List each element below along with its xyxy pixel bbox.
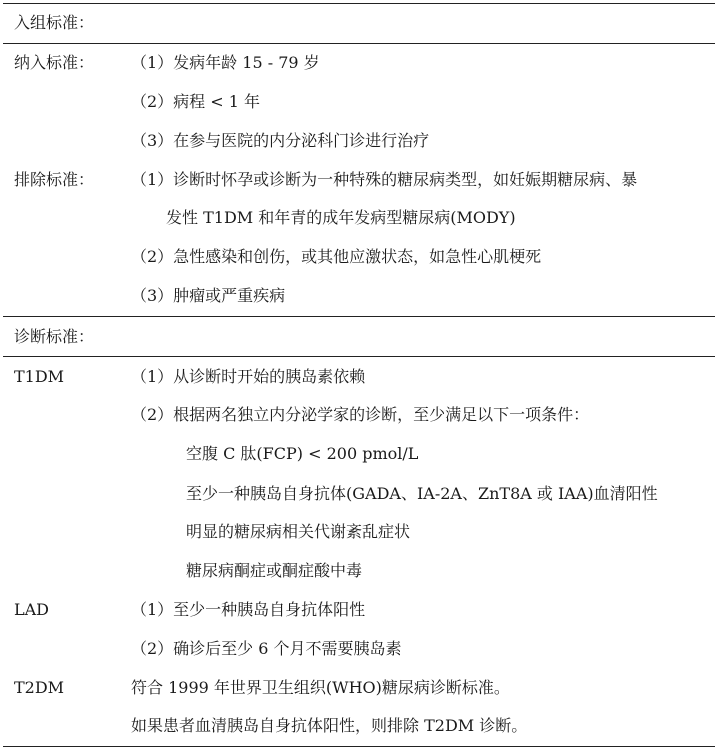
enroll-criteria-label: 纳入标准： xyxy=(14,53,95,72)
table-top-rule xyxy=(3,3,715,4)
enroll-item-age: （1）发病年龄 15 - 79 岁 xyxy=(131,53,320,72)
section-divider xyxy=(3,356,715,357)
table-bottom-rule xyxy=(3,746,715,747)
exclude-item-infection: （2）急性感染和创伤，或其他应激状态，如急性心肌梗死 xyxy=(131,247,542,266)
t1dm-condition-fcp: 空腹 C 肽(FCP) < 200 pmol/L xyxy=(186,444,419,463)
t1dm-condition-symptoms: 明显的糖尿病相关代谢紊乱症状 xyxy=(186,522,411,541)
t1dm-item-experts: （2）根据两名独立内分泌学家的诊断，至少满足以下一项条件： xyxy=(131,405,590,424)
t1dm-label: T1DM xyxy=(14,367,65,386)
t1dm-condition-ketosis: 糖尿病酮症或酮症酸中毒 xyxy=(186,561,363,580)
enroll-item-duration: （2）病程 < 1 年 xyxy=(131,92,261,111)
t1dm-condition-antibody: 至少一种胰岛自身抗体(GADA、IA-2A、ZnT8A 或 IAA)血清阳性 xyxy=(186,484,658,503)
exclude-item-tumor: （3）肿瘤或严重疾病 xyxy=(131,286,286,305)
t2dm-who-criteria: 符合 1999 年世界卫生组织(WHO)糖尿病诊断标准。 xyxy=(131,678,510,697)
diagnosis-section-title: 诊断标准： xyxy=(14,327,95,346)
t2dm-exclusion-note: 如果患者血清胰岛自身抗体阳性，则排除 T2DM 诊断。 xyxy=(131,716,528,735)
section-divider xyxy=(3,43,715,44)
exclude-criteria-label: 排除标准： xyxy=(14,170,95,189)
section-divider xyxy=(3,316,715,317)
lad-label: LAD xyxy=(14,600,50,619)
lad-item-antibody: （1）至少一种胰岛自身抗体阳性 xyxy=(131,600,366,619)
exclude-item-pregnancy-cont: 发性 T1DM 和年青的成年发病型糖尿病(MODY) xyxy=(166,208,516,227)
exclude-item-pregnancy: （1）诊断时怀孕或诊断为一种特殊的糖尿病类型，如妊娠期糖尿病、暴 xyxy=(131,170,638,189)
t1dm-item-insulin: （1）从诊断时开始的胰岛素依赖 xyxy=(131,367,366,386)
t2dm-label: T2DM xyxy=(14,678,65,697)
inclusion-section-title: 入组标准： xyxy=(14,13,95,32)
enroll-item-clinic: （3）在参与医院的内分泌科门诊进行治疗 xyxy=(131,131,430,150)
lad-item-no-insulin: （2）确诊后至少 6 个月不需要胰岛素 xyxy=(131,639,402,658)
